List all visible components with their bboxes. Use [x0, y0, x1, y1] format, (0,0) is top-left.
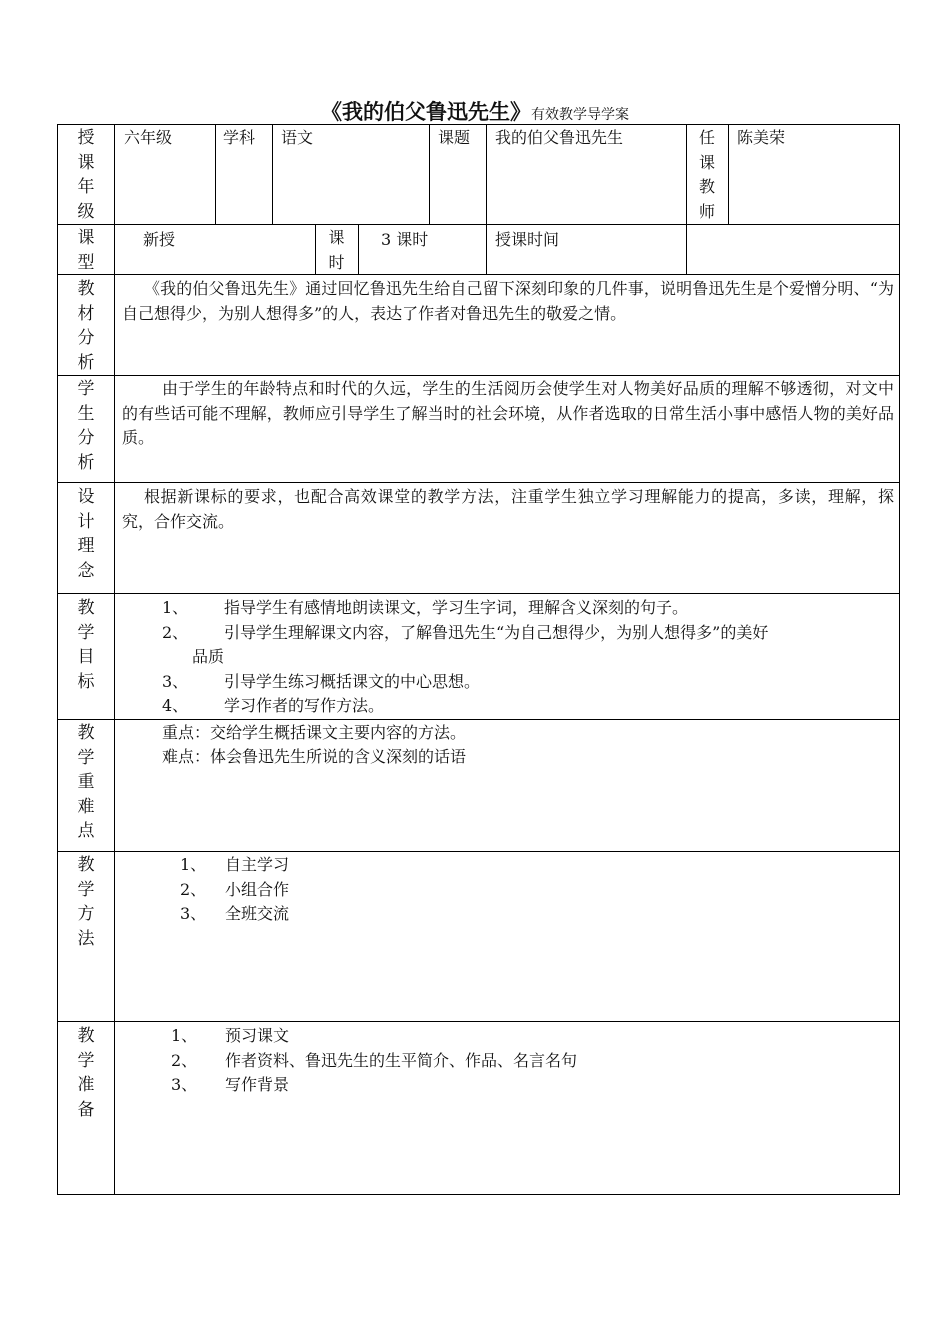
methods-list: [180, 853, 289, 927]
list-item: [180, 853, 289, 878]
goals-label: 教 学 目 标: [77, 598, 95, 692]
list-item: [162, 596, 892, 621]
list-number: 2、: [180, 879, 207, 899]
row-divider: [57, 719, 900, 720]
list-number: 2、: [162, 622, 189, 642]
teacher-value: 陈美荣: [737, 128, 786, 147]
list-number: 2、: [171, 1050, 198, 1070]
hours-value: 3 课时: [381, 230, 429, 249]
cell-divider: [486, 124, 487, 224]
cell-divider: [429, 124, 430, 224]
subject-value: 语文: [281, 128, 314, 147]
topic-value: 我的伯父鲁迅先生: [495, 128, 624, 147]
cell-divider: [728, 124, 729, 224]
list-item: [171, 1073, 577, 1098]
time-label: 授课时间: [495, 230, 560, 249]
list-item-continued: 品质: [192, 647, 225, 666]
goals-list: [162, 596, 892, 719]
list-item: [171, 1049, 577, 1074]
hours-label: 课 时: [328, 228, 345, 272]
list-number: 3、: [171, 1075, 198, 1094]
students-text: 由于学生的年龄特点和时代的久远，学生的生活阅历会使学生对人物美好品质的理解不够透彻，对文中的有些话可能不理解，教师应引导学生了解当时的社会环境，从作者选取的日常生活小事中感悟人物的美好品质。: [122, 379, 894, 447]
design-label: 设 计 理 念: [77, 487, 95, 581]
row-divider: [57, 851, 900, 852]
subject-label: 学科: [223, 128, 256, 147]
type-value: 新授: [143, 230, 176, 249]
cell-divider: [215, 124, 216, 224]
list-item: [171, 1024, 577, 1049]
list-number: 1、: [162, 598, 189, 617]
page-title: [0, 96, 950, 126]
list-text: 引导学生练习概括课文的中心思想。: [224, 671, 481, 691]
row-divider: [57, 482, 900, 483]
list-item: [162, 694, 892, 719]
list-text: 引导学生理解课文内容，了解鲁迅先生“为自己想得少，为别人想得多”的美好: [224, 622, 769, 642]
list-item: [162, 621, 892, 646]
cell-divider: [358, 224, 359, 274]
key-difficulty: 难点：体会鲁迅先生所说的含义深刻的话语: [162, 747, 467, 766]
title-main: 《我的伯父鲁迅先生》: [321, 99, 531, 124]
row-divider: [57, 593, 900, 594]
cell-divider: [272, 124, 273, 224]
list-item: [180, 902, 289, 927]
methods-label: 教 学 方 法: [77, 855, 95, 949]
list-text: 全班交流: [225, 904, 290, 923]
cell-divider: [486, 224, 487, 274]
list-text: 学习作者的写作方法。: [224, 696, 385, 715]
material-text: 《我的伯父鲁迅先生》通过回忆鲁迅先生给自己留下深刻印象的几件事，说明鲁迅先生是个爱憎分明、“为自己想得少，为别人想得多”的人，表达了作者对鲁迅先生的敬爱之情。: [122, 279, 894, 323]
students-label: 学 生 分 析: [77, 379, 95, 473]
topic-label: 课题: [438, 128, 471, 147]
label-column-divider: [114, 124, 115, 1195]
row-divider: [57, 1021, 900, 1022]
key-focus: 重点：交给学生概括课文主要内容的方法。: [162, 723, 467, 742]
list-text: 写作背景: [225, 1075, 290, 1094]
list-item: [180, 878, 289, 903]
list-text: 指导学生有感情地朗读课文，学习生字词，理解含义深刻的句子。: [224, 598, 689, 617]
grade-label: 授 课 年 级: [77, 128, 95, 222]
row-divider: [57, 274, 900, 275]
key-points-label: 教 学 重 难 点: [77, 723, 95, 841]
teacher-label: 任 课 教 师: [698, 128, 715, 221]
list-text: 预习课文: [225, 1026, 290, 1045]
preparation-label: 教 学 准 备: [77, 1026, 95, 1120]
list-number: 3、: [180, 904, 207, 923]
list-number: 1、: [180, 855, 207, 874]
row-divider: [57, 375, 900, 376]
grade-value: 六年级: [124, 128, 173, 147]
list-text: 作者资料、鲁迅先生的生平简介、作品、名言名句: [225, 1050, 578, 1070]
cell-divider: [686, 224, 687, 274]
list-number: 3、: [162, 671, 189, 691]
list-text: 自主学习: [225, 855, 290, 874]
preparation-list: [171, 1024, 577, 1098]
title-sub: 有效教学导学案: [531, 107, 629, 123]
list-number: 4、: [162, 696, 189, 715]
list-text: 小组合作: [225, 879, 290, 899]
type-label: 课 型: [77, 228, 95, 273]
list-item: [162, 670, 892, 695]
list-number: 1、: [171, 1026, 198, 1045]
row-divider: [57, 224, 900, 225]
design-text: 根据新课标的要求，也配合高效课堂的教学方法，注重学生独立学习理解能力的提高，多读，理解，探究，合作交流。: [122, 487, 894, 531]
material-label: 教 材 分 析: [77, 279, 95, 373]
